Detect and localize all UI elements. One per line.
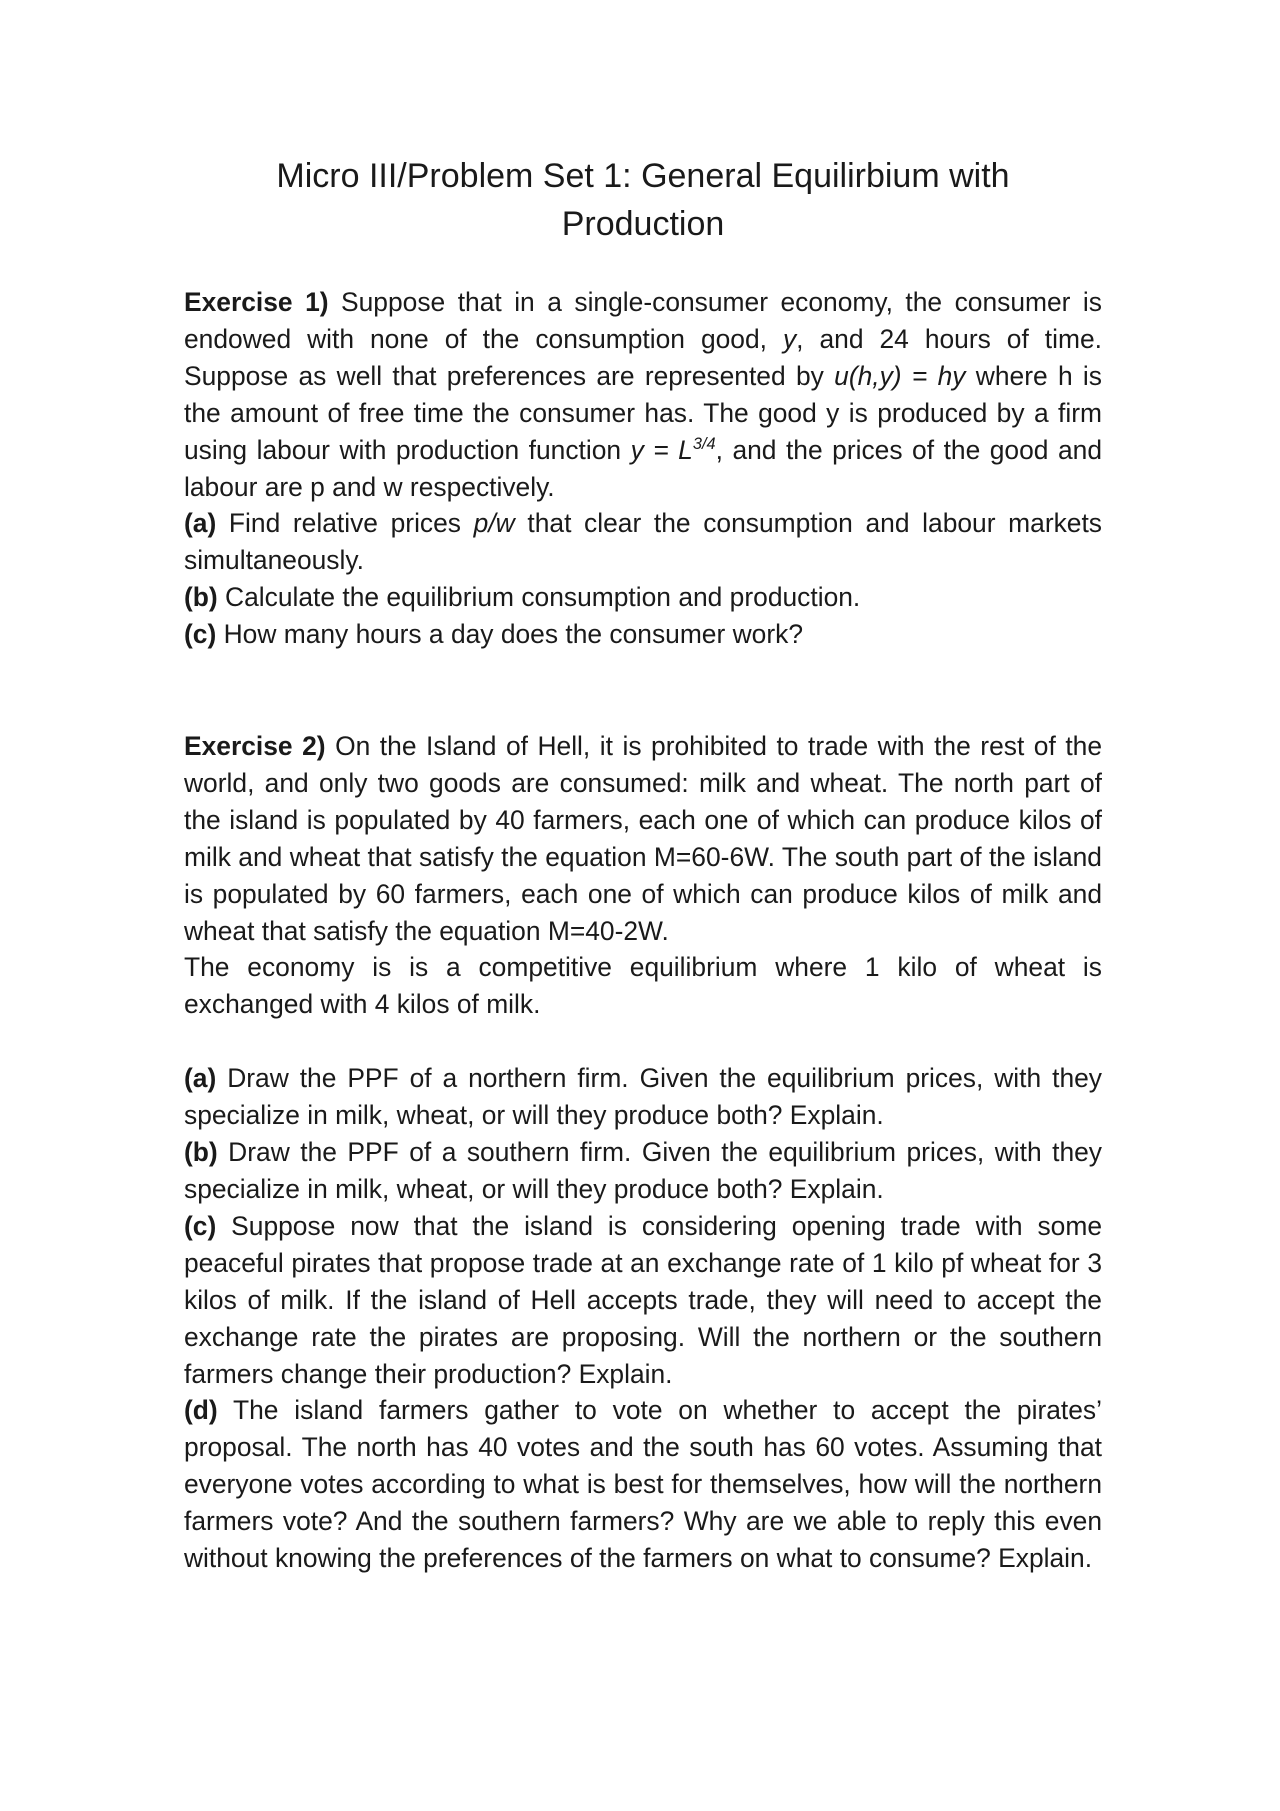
- exercise-1-part-b: [184, 579, 1102, 616]
- exercise-1-text-d: , and the prices of the good and labour are p and w respectively.: [184, 434, 1102, 502]
- production-function-base: y = L: [630, 434, 693, 465]
- exercise-1-part-a: [184, 505, 1102, 579]
- exercise-1: [184, 284, 1102, 653]
- exercise-2-intro: [184, 728, 1102, 949]
- part-label: (a): [184, 1063, 217, 1094]
- exercise-2-part-d: [184, 1392, 1102, 1577]
- title-line-2: Production: [561, 205, 725, 243]
- exercise-2-part-b: [184, 1134, 1102, 1208]
- exercise-2-equilibrium: The economy is is a competitive equilibrium where 1 kilo of wheat is exchanged with 4 kilos of milk.: [184, 952, 1102, 1020]
- part-label: (b): [184, 1137, 218, 1168]
- part-text: Draw the PPF of a northern firm. Given the equilibrium prices, with they specialize in milk, wheat, or will they produce both? Explain.: [184, 1063, 1102, 1131]
- exercise-1-text-c: where h is the amount of free time the consumer has. The good y is produced by a firm using labour with production function: [184, 360, 1102, 465]
- exercise-1-text-a: Suppose that in a single-consumer economy, the consumer is endowed with none of the consumption good,: [184, 287, 1102, 354]
- exercise-2-part-a: [184, 1060, 1102, 1134]
- part-text: Calculate the equilibrium consumption and production.: [217, 582, 861, 613]
- part-label: (c): [184, 1210, 217, 1241]
- part-text: How many hours a day does the consumer work?: [216, 619, 804, 650]
- part-label: (c): [184, 619, 217, 650]
- price-ratio: p/w: [473, 508, 515, 539]
- exercise-2-part-c: [184, 1208, 1102, 1393]
- exercise-1-intro: [184, 284, 1102, 505]
- exercise-1-label: Exercise 1): [184, 287, 329, 317]
- part-label: (d): [184, 1395, 218, 1426]
- exercise-2-label: Exercise 2): [184, 731, 326, 761]
- exercise-2-text: On the Island of Hell, it is prohibited to trade with the rest of the world, and only two goods are consumed: milk and wheat. The north part of the island is populated by 40 farmers, each one of which can produce kilos of milk and wheat that satisfy the equation M=60-6W. The south part of the island is populated by 60 farmers, each one of which can produce kilos of milk and wheat that satisfy the equation M=40-2W.: [184, 731, 1103, 946]
- production-exponent: 3/4: [692, 434, 716, 453]
- title-line-1: Micro III/Problem Set 1: General Equilirbium with: [276, 157, 1010, 195]
- production-function: [631, 435, 716, 465]
- exercise-1-text-b: , and 24 hours of time. Suppose as well that preferences are represented by: [184, 323, 1102, 391]
- utility-function: u(h,y) = hy: [834, 360, 966, 391]
- variable-y: y: [782, 323, 797, 354]
- page-title: [184, 152, 1102, 248]
- part-text: that clear the consumption and labour markets simultaneously.: [184, 508, 1103, 576]
- part-label: (b): [184, 582, 218, 613]
- part-text: Draw the PPF of a southern firm. Given the equilibrium prices, with they specialize in milk, wheat, or will they produce both? Explain.: [184, 1137, 1102, 1204]
- part-text: The island farmers gather to vote on whether to accept the pirates’ proposal. The north has 40 votes and the south has 60 votes. Assuming that everyone votes according to what is best for themselves, how will the northern farmers vote? And the southern farmers? Why are we able to reply this even without knowing the preferences of the farmers on what to consume? Explain.: [184, 1395, 1102, 1574]
- part-label: (a): [184, 508, 217, 539]
- paragraph-gap: [184, 1023, 1102, 1060]
- exercise-2: [184, 728, 1102, 1577]
- part-text: Suppose now that the island is considering opening trade with some peaceful pirates that propose trade at an exchange rate of 1 kilo pf wheat for 3 kilos of milk. If the island of Hell accepts trade, they will need to accept the exchange rate the pirates are proposing. Will the northern or the southern farmers change their production? Explain.: [184, 1210, 1102, 1389]
- part-text: Find relative prices: [216, 508, 474, 539]
- exercise-1-part-c: [184, 616, 1102, 653]
